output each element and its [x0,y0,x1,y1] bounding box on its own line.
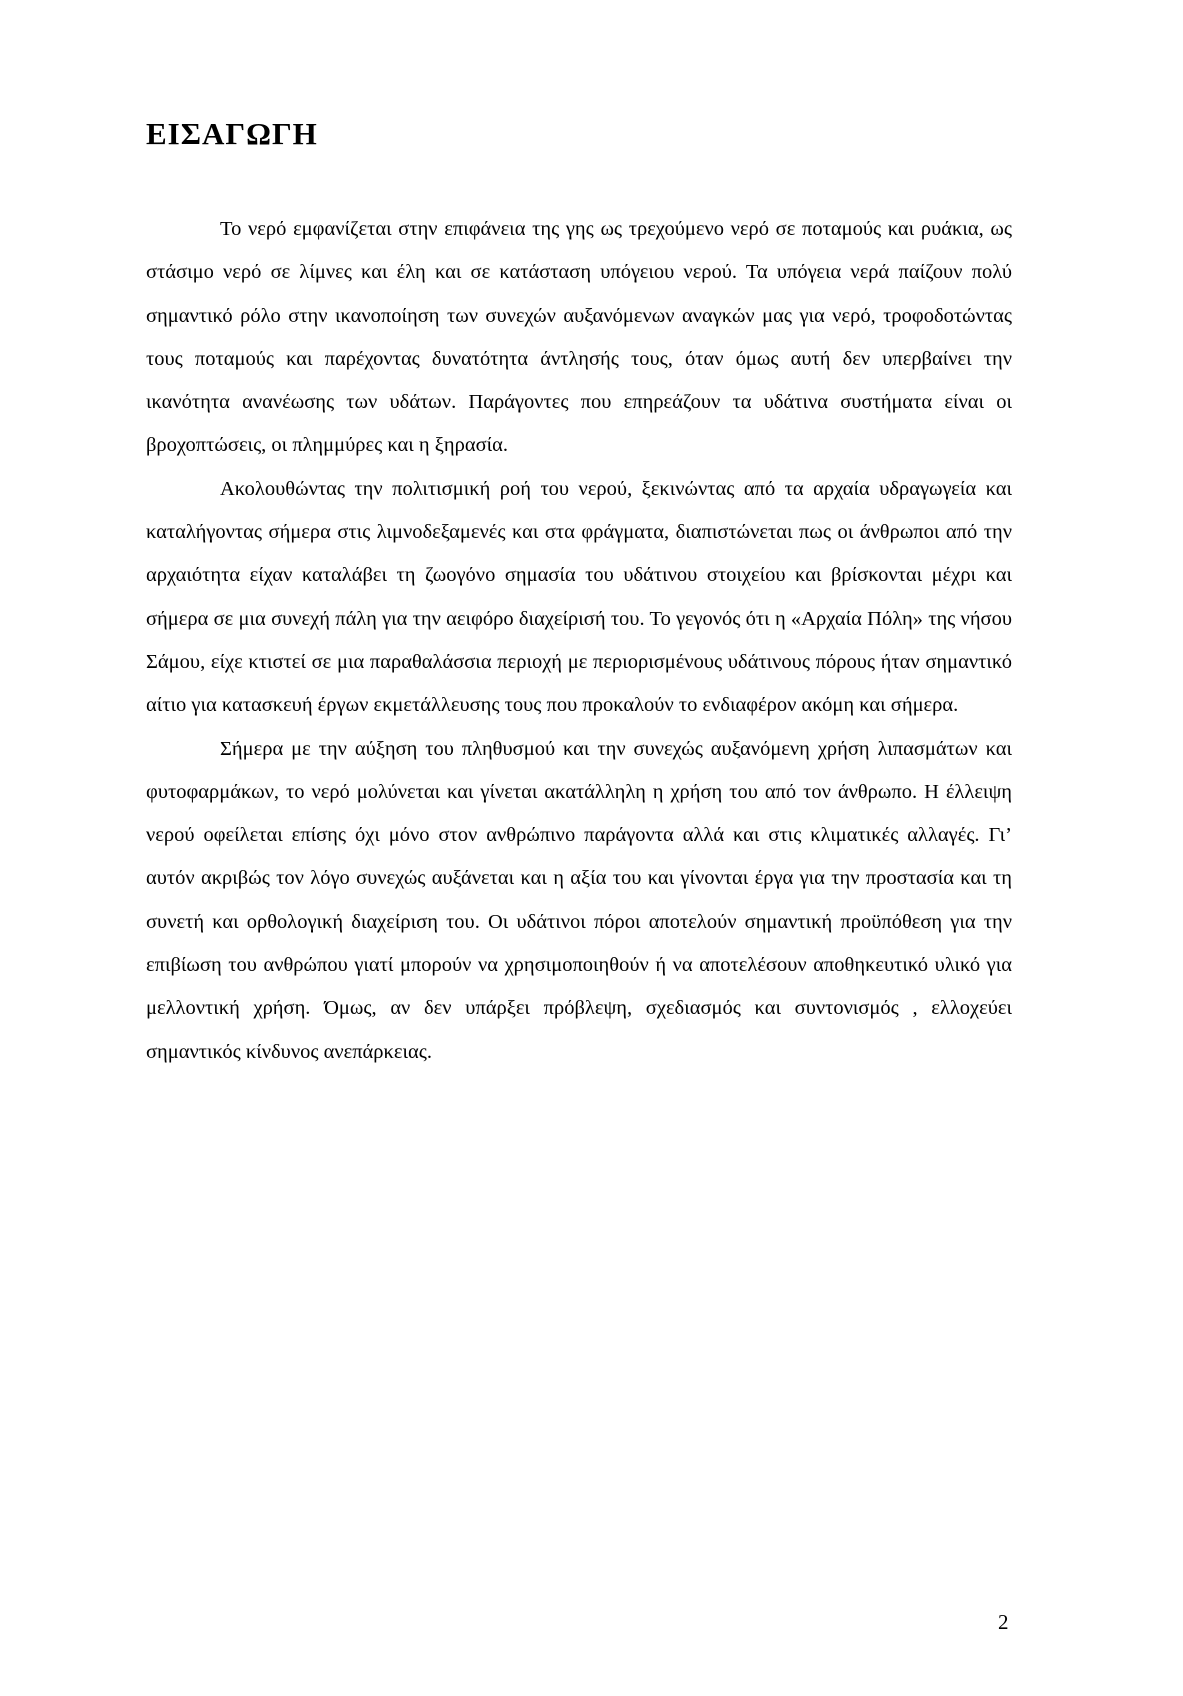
paragraph-3: Σήμερα με την αύξηση του πληθυσμού και την συνεχώς αυξανόμενη χρήση λιπασμάτων και φυτοφαρμάκων, το νερό μολύνεται και γίνεται ακατάλληλη η χρήση του από τον άνθρωπο. Η έλλειψη νερού οφείλεται επίσης όχι μόνο στον ανθρώπινο παράγοντα αλλά και στις κλιματικές αλλαγές. Γι’ αυτόν ακριβώς τον λόγο συνεχώς αυξάνεται και η αξία του και γίνονται έργα για την προστασία και τη συνετή και ορθολογική διαχείριση του. Οι υδάτινοι πόροι αποτελούν σημαντική προϋπόθεση για την επιβίωση του ανθρώπου γιατί μπορούν να χρησιμοποιηθούν ή να αποτελέσουν αποθηκευτικό υλικό για μελλοντική χρήση. Όμως, αν δεν υπάρξει πρόβλεψη, σχεδιασμός και συντονισμός , ελλοχεύει σημαντικός κίνδυνος ανεπάρκειας. [146,737,1012,1063]
page-title: ΕΙΣΑΓΩΓΗ [146,116,318,151]
paragraph-1: Το νερό εμφανίζεται στην επιφάνεια της γης ως τρεχούμενο νερό σε ποταμούς και ρυάκια, ως στάσιμο νερό σε λίμνες και έλη και σε κατάσταση υπόγειου νερού. Τα υπόγεια νερά παίζουν πολύ σημαντικό ρόλο στην ικανοποίηση των συνεχών αυξανόμενων αναγκών μας για νερό, τροφοδοτώντας τους ποταμούς και παρέχοντας δυνατότητα άντλησής τους, όταν όμως αυτή δεν υπερβαίνει την ικανότητα ανανέωσης των υδάτων. Παράγοντες που επηρεάζουν τα υδάτινα συστήματα είναι οι βροχοπτώσεις, οι πλημμύρες και η ξηρασία. [146,218,1012,457]
page-number: 2 [998,1610,1009,1634]
body-text [146,208,1012,1074]
paragraph-2: Ακολουθώντας την πολιτισμική ροή του νερού, ξεκινώντας από τα αρχαία υδραγωγεία και καταλήγοντας σήμερα στις λιμνοδεξαμενές και στα φράγματα, διαπιστώνεται πως οι άνθρωποι από την αρχαιότητα είχαν καταλάβει τη ζωογόνο σημασία του υδάτινου στοιχείου και βρίσκονται μέχρι και σήμερα σε μια συνεχή πάλη για την αειφόρο διαχείρισή του. Το γεγονός ότι η «Αρχαία Πόλη» της νήσου Σάμου, είχε κτιστεί σε μια παραθαλάσσια περιοχή με περιορισμένους υδάτινους πόρους ήταν σημαντικό αίτιο για κατασκευή έργων εκμετάλλευσης τους που προκαλούν το ενδιαφέρον ακόμη και σήμερα. [146,477,1012,717]
